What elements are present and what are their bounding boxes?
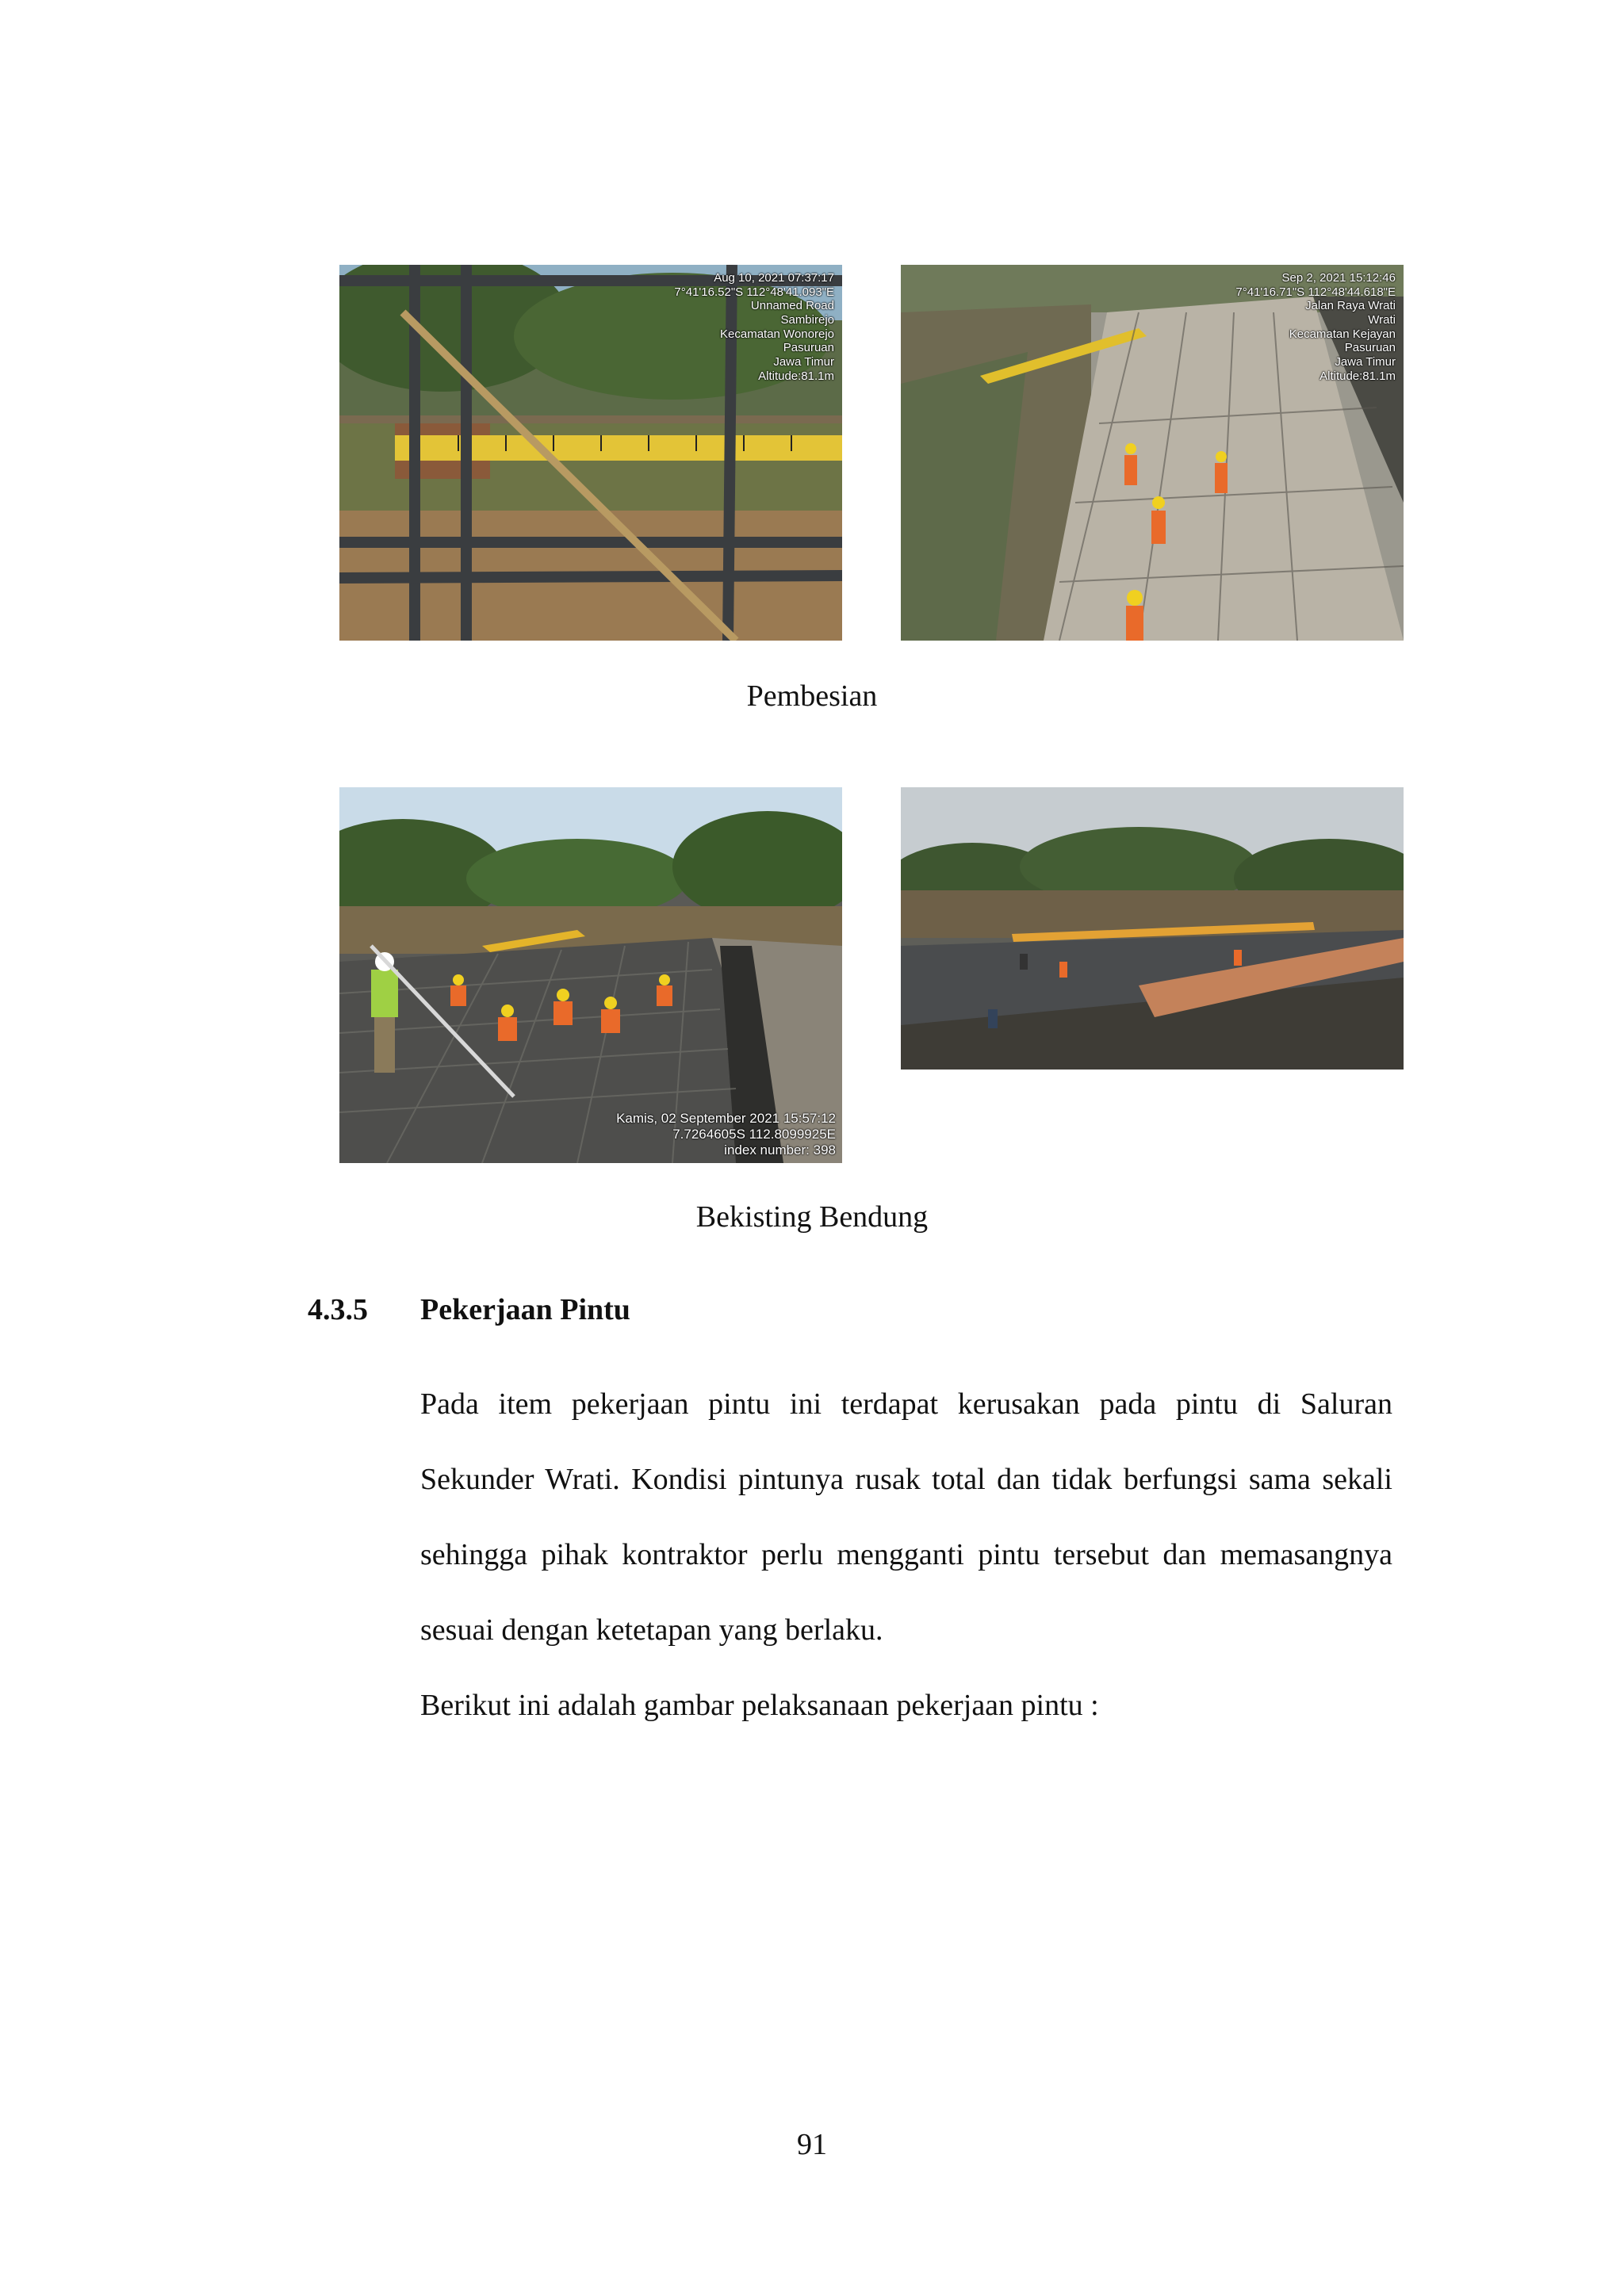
stamp-line: Jawa Timur <box>1335 355 1396 369</box>
photo-weir-rebar-workers <box>901 265 1404 641</box>
page-number: 91 <box>797 2128 827 2161</box>
stamp-line: Altitude:81.1m <box>758 369 834 383</box>
figure-caption: Bekisting Bendung <box>695 1200 929 1234</box>
stamp-line: Jawa Timur <box>773 355 834 369</box>
stamp-line: Pasuruan <box>1344 341 1396 355</box>
photo-timestamp <box>616 1111 836 1158</box>
stamp-line: Unnamed Road <box>750 299 834 313</box>
stamp-line: Sep 2, 2021 15:12:46 <box>1281 271 1396 285</box>
stamp-line: Kamis, 02 September 2021 15:57:12 <box>616 1110 836 1126</box>
figure-caption: Pembesian <box>746 679 878 713</box>
stamp-line: 7°41'16.52"S 112°48'41.093"E <box>674 285 834 299</box>
photo-timestamp <box>1235 271 1396 384</box>
photo-rebar-measurement <box>339 265 842 641</box>
section-intro-line: Berikut ini adalah gambar pelaksanaan pekerjaan pintu : <box>420 1689 1099 1722</box>
stamp-line: Sambirejo <box>780 313 834 327</box>
stamp-line: Kecamatan Wonorejo <box>720 327 834 341</box>
stamp-line: 7°41'16.71"S 112°48'44.618"E <box>1235 285 1396 299</box>
stamp-line: Wrati <box>1368 313 1396 327</box>
stamp-line: Aug 10, 2021 07:37:17 <box>714 271 834 285</box>
photo-timestamp <box>674 271 834 384</box>
stamp-line: 7.7264605S 112.8099925E <box>672 1126 836 1142</box>
photo-weir-overview <box>901 787 1404 1070</box>
section-paragraph: Pada item pekerjaan pintu ini terdapat kerusakan pada pintu di Saluran Sekunder Wrati. Kondisi pintunya rusak total dan tidak berfungsi sama sekali sehingga pihak kontraktor perlu mengganti pintu tersebut dan memasangnya sesuai dengan ketetapan yang berlaku. <box>420 1387 1392 1647</box>
section-title: Pekerjaan Pintu <box>420 1293 630 1326</box>
stamp-line: Jalan Raya Wrati <box>1305 299 1396 313</box>
section-number: 4.3.5 <box>308 1293 368 1326</box>
stamp-line: Altitude:81.1m <box>1320 369 1396 383</box>
stamp-line: Kecamatan Kejayan <box>1289 327 1396 341</box>
photo-formwork-workers <box>339 787 842 1163</box>
stamp-line: index number: 398 <box>724 1142 836 1158</box>
stamp-line: Pasuruan <box>783 341 834 355</box>
